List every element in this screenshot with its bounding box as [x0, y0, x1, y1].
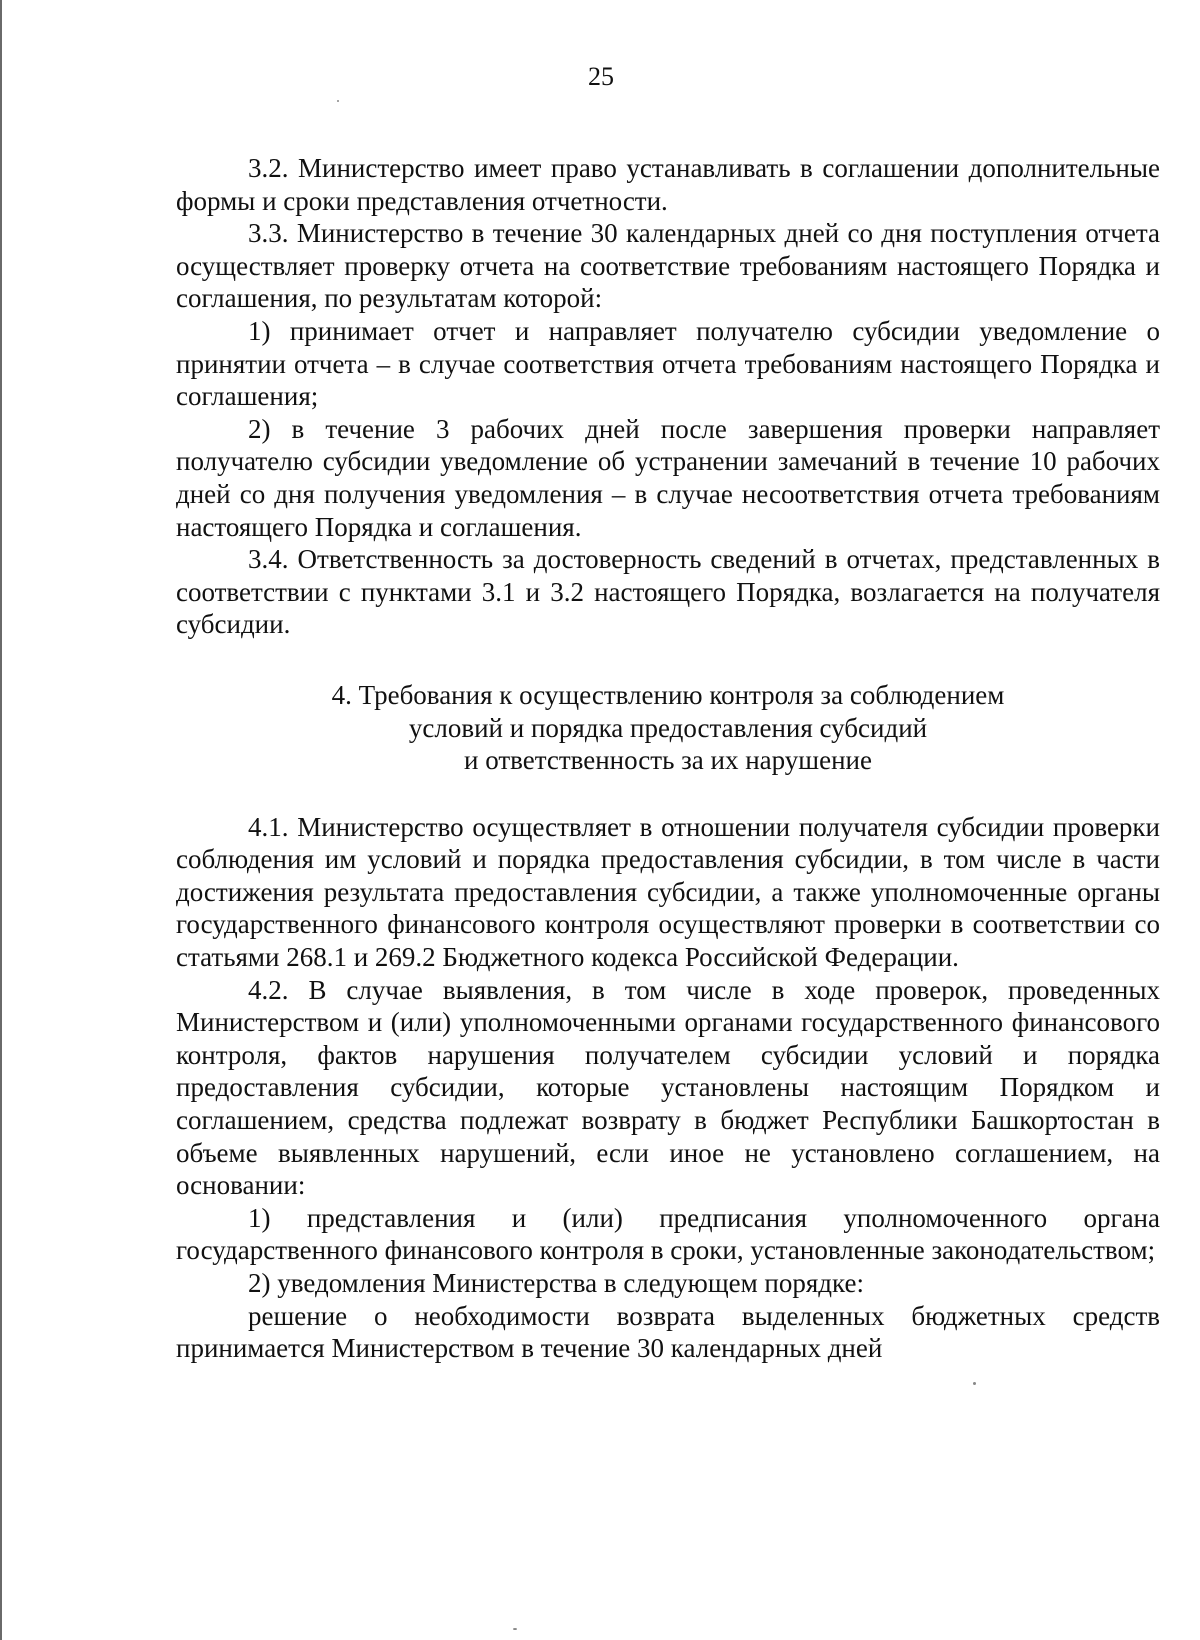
scan-speck — [513, 1628, 517, 1630]
section-heading-line-2: условий и порядка предоставления субсидий — [408, 712, 928, 743]
paragraph-4-2-item-1: 1) представления и (или) предписания уполномоченного органа государственного финансового контроля в сроки, установленные законодательством; — [176, 1202, 1160, 1266]
paragraph-3-3-item-2: 2) в течение 3 рабочих дней после завершения проверки направляет получателю субсидии уведомление об устранении замечаний в течение 10 рабочих дней со дня получения уведомления – в случае несоответствия отчета требованиям настоящего Порядка и соглашения. — [176, 413, 1160, 542]
document-body — [176, 152, 1160, 1365]
paragraph-3-3-item-1: 1) принимает отчет и направляет получателю субсидии уведомление о принятии отчета – в случае соответствия отчета требованиям настоящего Порядка и соглашения; — [176, 315, 1160, 412]
paragraph-4-2-item-2: 2) уведомления Министерства в следующем порядке: — [248, 1268, 864, 1298]
paragraph-4-1: 4.1. Министерство осуществляет в отношении получателя субсидии проверки соблюдения им условий и порядка предоставления субсидии, в том числе в части достижения результата предоставления субсидии, а также уполномоченные органы государственного финансового контроля осуществляют проверки в соответствии со статьями 268.1 и 269.2 Бюджетного кодекса Российской Федерации. — [176, 811, 1160, 973]
paragraph-4-2-decision: решение о необходимости возврата выделенных бюджетных средств принимается Министерством в течение 30 календарных дней — [176, 1300, 1160, 1364]
section-heading-line-3: и ответственность за их нарушение — [464, 745, 872, 776]
section-heading-line-1: 4. Требования к осуществлению контроля за соблюдением — [331, 679, 1005, 710]
paragraph-3-4: 3.4. Ответственность за достоверность сведений в отчетах, представленных в соответствии с пунктами 3.1 и 3.2 настоящего Порядка, возлагается на получателя субсидии. — [176, 544, 1160, 640]
paragraph-4-2: 4.2. В случае выявления, в том числе в ходе проверок, проведенных Министерством и (или) уполномоченными органами государственного финансового контроля, фактов нарушения получателем субсидии условий и порядка предоставления субсидии, которые установлены настоящим Порядком и соглашением, средства подлежат возврату в бюджет Республики Башкортостан в объеме выявленных нарушений, если иное не установлено соглашением, на основании: — [176, 974, 1160, 1201]
scan-speck — [337, 100, 339, 102]
paragraph-3-2: 3.2. Министерство имеет право устанавливать в соглашении дополнительные формы и сроки представления отчетности. — [176, 153, 1160, 216]
page-number: 25 — [588, 62, 614, 91]
section-heading — [176, 679, 1160, 777]
scan-speck — [973, 1382, 976, 1385]
paragraph-3-3: 3.3. Министерство в течение 30 календарных дней со дня поступления отчета осуществляет проверку отчета на соответствие требованиям настоящего Порядка и соглашения, по результатам которой: — [176, 218, 1160, 314]
